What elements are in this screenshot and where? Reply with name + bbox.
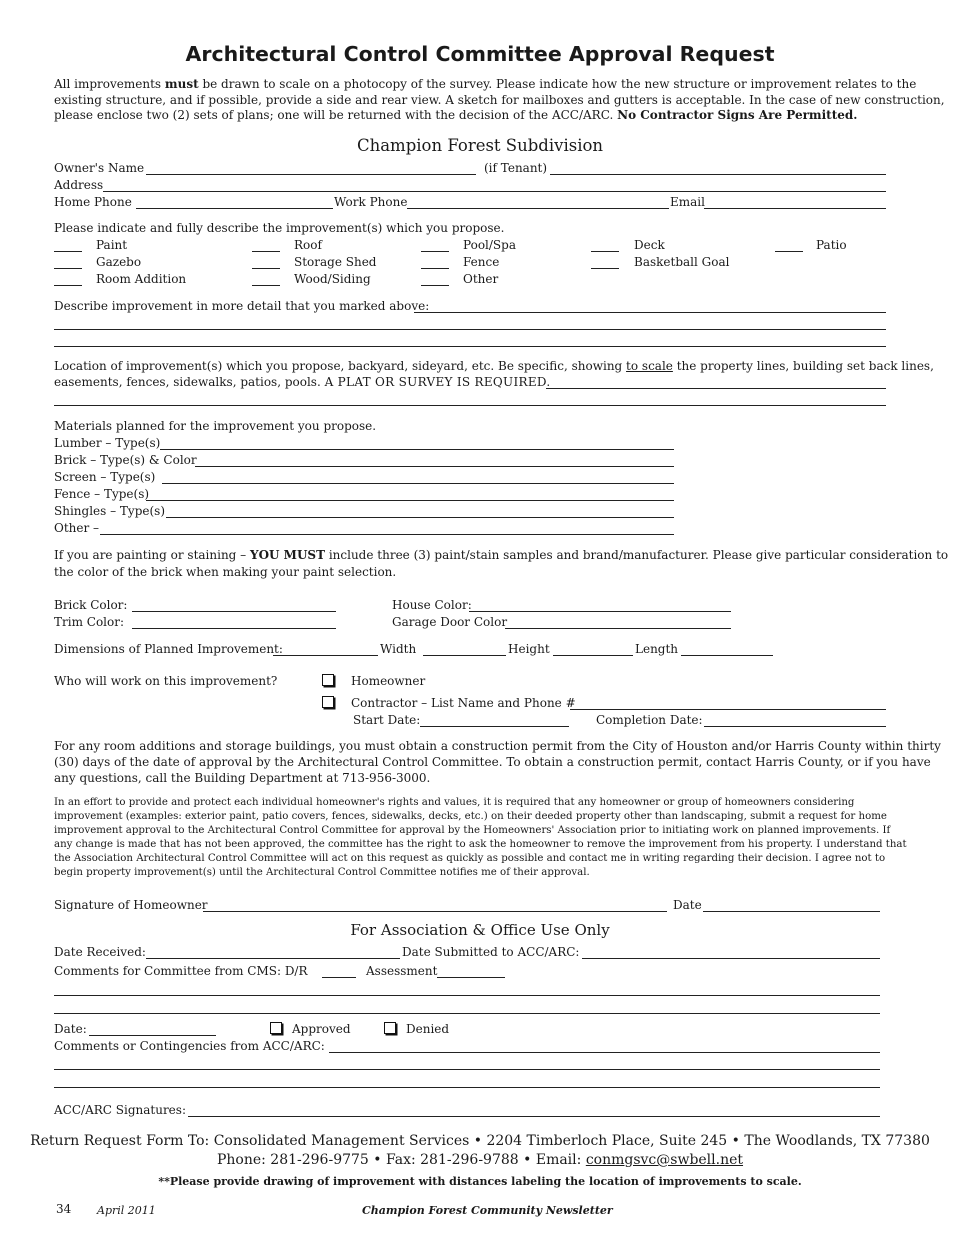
house-color-field[interactable]	[469, 611, 731, 612]
option-paint: Paint	[96, 238, 128, 252]
material-fence: Fence – Type(s)	[54, 487, 150, 501]
option-roof: Roof	[294, 238, 322, 252]
email-label: Email	[670, 195, 705, 209]
home-phone-label: Home Phone	[54, 195, 132, 209]
page-number: 34	[56, 1202, 72, 1216]
permit-line-1: For any room additions and storage buildings, you must obtain a construction permit from the City of Houston and/or Harris County within thirty	[54, 739, 941, 753]
length-field[interactable]	[681, 655, 773, 656]
comments-cms-label: Comments for Committee from CMS: D/R	[54, 964, 308, 978]
location-line-1: Location of improvement(s) which you propose, backyard, sideyard, etc. Be specific, showing to scale the property lines, building set back lines,	[54, 359, 934, 373]
painting-line-2: the color of the brick when making your paint selection.	[54, 565, 397, 579]
option-other: Other	[463, 272, 499, 286]
shingles-field[interactable]	[166, 517, 674, 518]
dr-field[interactable]	[322, 977, 356, 978]
agreement-line-6: begin property improvement(s) until the Architectural Control Committee notifies me of their approval.	[54, 867, 590, 878]
material-lumber: Lumber – Type(s)	[54, 436, 161, 450]
improvements-prompt: Please indicate and fully describe the improvement(s) which you propose.	[54, 221, 505, 235]
contractor-checkbox[interactable]	[322, 696, 334, 708]
email-link[interactable]: conmgsvc@swbell.net	[585, 1152, 744, 1168]
drawing-note: **Please provide drawing of improvement with distances labeling the location of improvements to scale.	[158, 1175, 802, 1188]
brick-color-label: Brick Color:	[54, 598, 128, 612]
house-color-label: House Color:	[392, 598, 472, 612]
describe-field-3[interactable]	[54, 346, 886, 347]
newsletter-name: Champion Forest Community Newsletter	[362, 1204, 613, 1217]
completion-date-field[interactable]	[704, 726, 886, 727]
denied-checkbox[interactable]	[384, 1022, 396, 1034]
completion-date-label: Completion Date:	[596, 713, 703, 727]
describe-field-1[interactable]	[414, 312, 886, 313]
address-label: Address	[54, 178, 104, 192]
storage-shed-check-line[interactable]	[252, 268, 280, 269]
contact-line: Phone: 281-296-9775 • Fax: 281-296-9788 • Email: conmgsvc@swbell.net	[216, 1152, 744, 1168]
material-shingles: Shingles – Type(s)	[54, 504, 166, 518]
option-room-addition: Room Addition	[96, 272, 187, 286]
comments-acc-field-3[interactable]	[54, 1087, 880, 1088]
contractor-field[interactable]	[570, 709, 886, 710]
contractor-option: Contractor – List Name and Phone #	[322, 696, 576, 711]
approved-checkbox[interactable]	[270, 1022, 282, 1034]
acc-signatures-field[interactable]	[188, 1116, 880, 1117]
signature-label: Signature of Homeowner	[54, 898, 208, 912]
screen-field[interactable]	[162, 483, 674, 484]
date-submitted-field[interactable]	[582, 958, 880, 959]
agreement-line-4: any change is made that has not been approved, the committee has the right to ask the homeowner to remove the improvement from his property. I understand that	[54, 839, 907, 850]
option-patio: Patio	[816, 238, 847, 252]
describe-label: Describe improvement in more detail that you marked above:	[54, 299, 430, 313]
other-material-field[interactable]	[100, 534, 674, 535]
intro-line-3: please enclose two (2) sets of plans; one will be returned with the decision of the ACC/ARC. No Contractor Signs Are Permitted.	[54, 108, 858, 122]
agreement-line-3: improvement approval to the Architectural Control Committee for approval by the Homeowners' Association prior to initiating work on planned improvements. If	[54, 825, 891, 836]
intro-line-1: All improvements must be drawn to scale on a photocopy of the survey. Please indicate how the new structure or improvement relates to the	[54, 77, 917, 91]
approved-option: Approved	[270, 1022, 351, 1037]
assessment-label: Assessment	[366, 964, 438, 978]
permit-line-3: any questions, call the Building Department at 713-956-3000.	[54, 771, 431, 785]
address-field[interactable]	[103, 191, 886, 192]
comments-acc-field-2[interactable]	[54, 1069, 880, 1070]
home-phone-field[interactable]	[136, 208, 333, 209]
option-gazebo: Gazebo	[96, 255, 142, 269]
fence-field[interactable]	[146, 500, 674, 501]
date-submitted-label: Date Submitted to ACC/ARC:	[402, 945, 580, 959]
comments-acc-label: Comments or Contingencies from ACC/ARC:	[54, 1039, 325, 1053]
location-field-2[interactable]	[54, 405, 886, 406]
option-storage-shed: Storage Shed	[294, 255, 377, 269]
date-received-field[interactable]	[146, 958, 400, 959]
if-tenant-label: (if Tenant)	[484, 161, 548, 175]
option-wood-siding: Wood/Siding	[294, 272, 371, 286]
denied-option: Denied	[384, 1022, 449, 1037]
width-field[interactable]	[423, 655, 506, 656]
intro-line-2: existing structure, and if possible, provide a side and rear view. A sketch for mailboxes and gutters is acceptable. In the case of new construction,	[54, 93, 945, 107]
start-date-label: Start Date:	[353, 713, 421, 727]
option-basketball-goal: Basketball Goal	[634, 255, 730, 269]
signature-field[interactable]	[203, 911, 667, 912]
height-field[interactable]	[553, 655, 633, 656]
patio-check-line[interactable]	[775, 251, 803, 252]
garage-door-color-field[interactable]	[505, 628, 731, 629]
permit-line-2: (30) days of the date of approval by the Architectural Control Committee. To obtain a construction permit, contact Harris County, or if you have	[54, 755, 931, 769]
worker-question: Who will work on this improvement?	[54, 674, 278, 688]
width-label: Width	[380, 642, 417, 656]
describe-field-2[interactable]	[54, 329, 886, 330]
comments-cms-field-2[interactable]	[54, 1013, 880, 1014]
signature-date-label: Date	[673, 898, 702, 912]
office-date-field[interactable]	[89, 1035, 216, 1036]
material-brick: Brick – Type(s) & Color	[54, 453, 197, 467]
gazebo-check-line[interactable]	[54, 268, 82, 269]
return-address: Return Request Form To: Consolidated Management Services • 2204 Timberloch Place, Suite 245 • The Woodlands, TX 77380	[30, 1133, 930, 1149]
assessment-field[interactable]	[437, 977, 505, 978]
office-use-header: For Association & Office Use Only	[350, 921, 610, 939]
garage-door-color-label: Garage Door Color	[392, 615, 508, 629]
date-received-label: Date Received:	[54, 945, 146, 959]
comments-acc-field-1[interactable]	[329, 1052, 880, 1053]
option-fence: Fence	[463, 255, 500, 269]
fence-check-line[interactable]	[421, 268, 449, 269]
height-label: Height	[508, 642, 550, 656]
dimensions-field[interactable]	[273, 655, 378, 656]
trim-color-field[interactable]	[132, 628, 336, 629]
agreement-line-1: In an effort to provide and protect each individual homeowner's rights and values, it is required that any homeowner or group of homeowners considering	[54, 797, 855, 808]
work-phone-label: Work Phone	[334, 195, 408, 209]
email-field[interactable]	[704, 208, 886, 209]
acc-signatures-label: ACC/ARC Signatures:	[54, 1103, 186, 1117]
painting-line-1: If you are painting or staining – YOU MUST include three (3) paint/stain samples and brand/manufacturer. Please give particular consideration to	[54, 548, 949, 562]
length-label: Length	[635, 642, 679, 656]
homeowner-option: Homeowner	[322, 674, 425, 689]
roof-check-line[interactable]	[252, 251, 280, 252]
owners-name-field[interactable]	[146, 174, 476, 175]
other-check-line[interactable]	[421, 285, 449, 286]
material-screen: Screen – Type(s)	[54, 470, 156, 484]
dimensions-label: Dimensions of Planned Improvement:	[54, 642, 283, 656]
basketball-goal-check-line[interactable]	[591, 268, 619, 269]
trim-color-label: Trim Color:	[54, 615, 125, 629]
start-date-field[interactable]	[420, 726, 569, 727]
subdivision-header: Champion Forest Subdivision	[356, 136, 604, 155]
lumber-field[interactable]	[160, 449, 674, 450]
paint-check-line[interactable]	[54, 251, 82, 252]
wood-siding-check-line[interactable]	[252, 285, 280, 286]
office-date-label: Date:	[54, 1022, 87, 1036]
form-title: Architectural Control Committee Approval Request	[185, 42, 775, 66]
comments-cms-field-1[interactable]	[54, 995, 880, 996]
material-other: Other –	[54, 521, 100, 535]
issue-date: April 2011	[97, 1204, 156, 1217]
brick-color-field[interactable]	[132, 611, 336, 612]
room-addition-check-line[interactable]	[54, 285, 82, 286]
signature-date-field[interactable]	[703, 911, 880, 912]
option-pool-spa: Pool/Spa	[463, 238, 516, 252]
materials-prompt: Materials planned for the improvement you propose.	[54, 419, 377, 433]
owners-name-label: Owner's Name	[54, 161, 145, 175]
location-line-2: easements, fences, sidewalks, patios, pools. A PLAT OR SURVEY IS REQUIRED.	[54, 375, 551, 389]
option-deck: Deck	[634, 238, 665, 252]
work-phone-field[interactable]	[407, 208, 669, 209]
homeowner-checkbox[interactable]	[322, 674, 334, 686]
deck-check-line[interactable]	[591, 251, 619, 252]
agreement-line-5: the Association Architectural Control Committee will act on this request as quickly as possible and contact me in writing regarding their decision. I agree not to	[54, 853, 886, 864]
location-field-1[interactable]	[546, 388, 886, 389]
brick-field[interactable]	[195, 466, 674, 467]
tenant-name-field[interactable]	[550, 174, 886, 175]
agreement-line-2: improvement (examples: exterior paint, patio covers, fences, sidewalks, decks, etc.) on their deeded property other than landscaping, submit a request for home	[54, 811, 887, 822]
pool-spa-check-line[interactable]	[421, 251, 449, 252]
